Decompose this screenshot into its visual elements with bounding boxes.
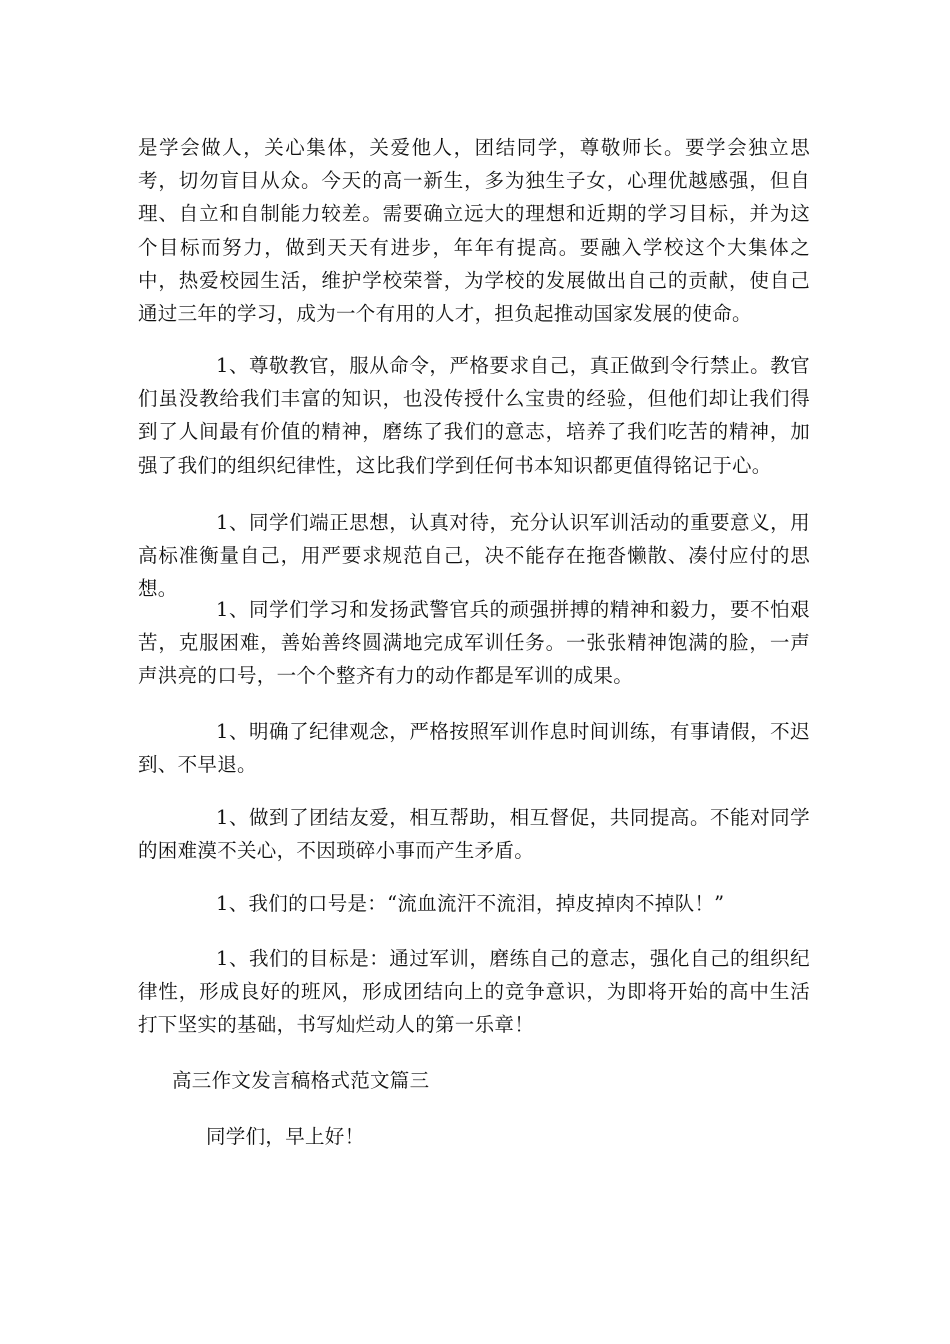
body-paragraph-slogan: 1、我们的口号是：“流血流汗不流泪，掉皮掉肉不掉队！” <box>216 892 725 915</box>
body-paragraph-attitude: 1、同学们端正思想，认真对待，充分认识军训活动的重要意义，用高标准衡量自己，用严要求规范自己，决不能存在拖沓懒散、凑付应付的思想。 <box>138 511 810 601</box>
body-paragraph-instructors: 1、尊敬教官，服从命令，严格要求自己，真正做到令行禁止。教官们虽没教给我们丰富的知识，也没传授什么宝贵的经验，但他们却让我们得到了人间最有价值的精神，磨练了我们的意志，培养了我们吃苦的精神，加强了我们的组织纪律性，这比我们学到任何书本知识都更值得铭记于心。 <box>138 354 810 477</box>
body-paragraph-spirit: 1、同学们学习和发扬武警官兵的顽强拼搏的精神和毅力，要不怕艰苦，克服困难，善始善终圆满地完成军训任务。一张张精神饱满的脸，一声声洪亮的口号，一个个整齐有力的动作都是军训的成果。 <box>138 598 810 688</box>
body-paragraph-unity: 1、做到了团结友爱，相互帮助，相互督促，共同提高。不能对同学的困难漠不关心，不因琐碎小事而产生矛盾。 <box>138 806 810 863</box>
greeting-line: 同学们，早上好！ <box>206 1125 365 1148</box>
body-paragraph-goal: 1、我们的目标是：通过军训，磨练自己的意志，强化自己的组织纪律性，形成良好的班风，形成团结向上的竞争意识，为即将开始的高中生活打下坚实的基础，书写灿烂动人的第一乐章！ <box>138 947 810 1037</box>
body-paragraph-intro: 是学会做人，关心集体，关爱他人，团结同学，尊敬师长。要学会独立思考，切勿盲目从众。今天的高一新生，多为独生子女，心理优越感强，但自理、自立和自制能力较差。需要确立远大的理想和近期的学习目标，并为这个目标而努力，做到天天有进步，年年有提高。要融入学校这个大集体之中，热爱校园生活，维护学校荣誉，为学校的发展做出自己的贡献，使自己通过三年的学习，成为一个有用的人才，担负起推动国家发展的使命。 <box>138 136 810 326</box>
section-heading: 高三作文发言稿格式范文篇三 <box>172 1069 430 1092</box>
body-paragraph-discipline: 1、明确了纪律观念，严格按照军训作息时间训练，有事请假，不迟到、不早退。 <box>138 720 810 777</box>
